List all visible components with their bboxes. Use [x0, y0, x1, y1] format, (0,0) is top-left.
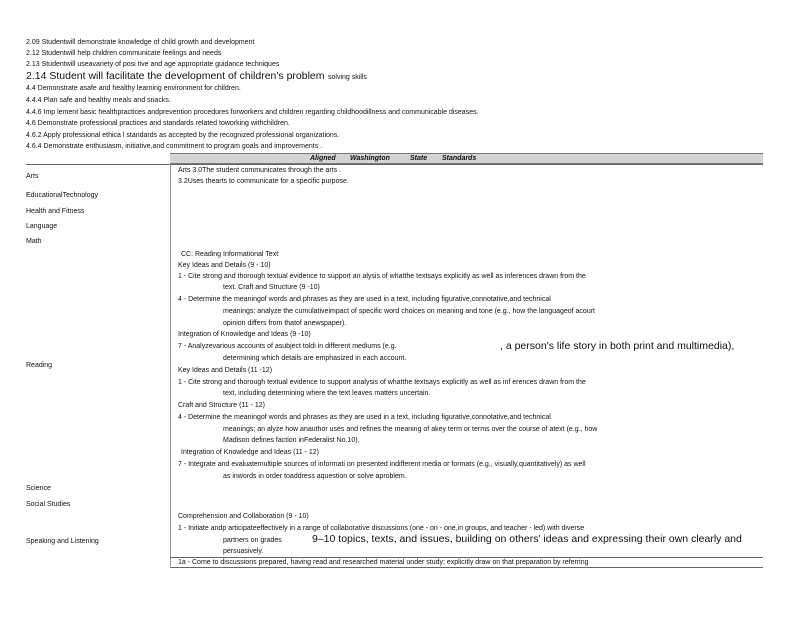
speaking-line-3-tail: 9–10 topics, texts, and issues, building on others' ideas and expressing their own clearly and [312, 533, 742, 545]
standard-2-12: 2.12 Studentwill help children communicate feelings and needs [26, 50, 222, 57]
reading-line-8: Integration of Knowledge and Ideas (9 -10) [178, 331, 311, 338]
standard-4-4: 4.4 Demonstrate asafe and healthy learning environment for children. [26, 85, 241, 92]
subject-reading: Reading [26, 362, 53, 369]
reading-line-15: 4 - Determine the meaningof words and phrases as they are used in a text, including figurative,connotative,and technical [178, 414, 551, 421]
reading-line-20: as inwords in order toaddress aquestion or solve aproblem. [223, 473, 407, 480]
reading-line-1: CC: Reading Informational Text [181, 251, 279, 258]
reading-line-3: 1 - Cite strong and thorough textual evidence to support an alysis of whatthe textsays explicitly as well as inferences drawn from the [178, 273, 586, 280]
standard-2-14: 2.14 Student will facilitate the development of children's problem [26, 70, 325, 82]
reading-line-18: Integration of Knowledge and Ideas (11 - 12) [181, 449, 320, 456]
reading-line-9: 7 - Analyzevarious accounts of asubject toldi in different mediums (e.g. [178, 343, 397, 350]
arts-line-2: 3.2Uses thearts to communicate for a specific purpose. [178, 178, 349, 185]
aligned-header-word-3: State [410, 155, 428, 162]
subject-educational-technology: EducationalTechnology [26, 192, 98, 199]
reading-line-12: 1 - Cite strong and thorough textual evidence to support analysis of whatthe textsays explicitly as well as inf erences drawn from the [178, 379, 586, 386]
subject-arts: Arts [26, 173, 39, 180]
column-divider [170, 164, 171, 566]
standard-4-6-4: 4.6.4 Demonstrate enthusiasm, initiative,and commitment to program goals and improvements . [26, 143, 323, 150]
reading-line-16: meanings; an alyze how anauthor uses and refines the meaning of akey term or terms over the course of atext (e.g., how [223, 426, 598, 433]
speaking-line-4: persuasively. [223, 548, 264, 555]
subject-health-fitness: Health and Fitness [26, 208, 85, 215]
reading-line-13: text, including determining where the text leaves matters uncertain. [223, 390, 431, 397]
speaking-line-2: 1 - Initiate andp articipateeffectively in a range of collaborative discussions (one - on - one,in groups, and teacher - led) with diverse [178, 525, 585, 532]
standard-4-6: 4.6 Demonstrate professional practices and standards related toworking withchildren. [26, 120, 290, 127]
subject-social-studies: Social Studies [26, 501, 71, 508]
standard-2-13: 2.13 Studentwill useavariety of posi tive and age appropriate guidance techniques [26, 61, 280, 68]
reading-line-2: Key Ideas and Details (9 - 10) [178, 262, 271, 269]
aligned-header-word-1: Aligned [310, 155, 336, 162]
standard-4-4-4: 4.4.4 Plan safe and healthy meals and snacks. [26, 97, 171, 104]
subject-speaking-listening: Speaking and Listening [26, 538, 99, 545]
speaking-line-1: Comprehension and Collaboration (9 - 10) [178, 513, 309, 520]
reading-line-7: opinion differs from thatof anewspaper). [223, 320, 347, 327]
reading-line-11: Key Ideas and Details (11 -12) [178, 367, 273, 374]
reading-line-6: meanings; analyze the cumulativeimpact of specific word choices on meaning and tone (e.g., how the languageof acourt [223, 308, 595, 315]
subject-science: Science [26, 485, 51, 492]
aligned-header-word-4: Standards [442, 155, 477, 162]
reading-line-4: text. Craft and Structure (9 -10) [223, 284, 320, 291]
reading-line-5: 4 - Determine the meaningof words and phrases as they are used in a text, including figurative,connotative,and technical [178, 296, 551, 303]
table-top-rule [26, 164, 763, 165]
subject-language: Language [26, 223, 58, 230]
subject-math: Math [26, 238, 42, 245]
reading-line-10: determining which details are emphasized in each account. [223, 355, 407, 362]
speaking-line-3: partners on grades [223, 537, 282, 544]
aligned-header-word-2: Washington [350, 155, 390, 162]
reading-line-19: 7 - Integrate and evaluatemultiple sources of informati on presented indifferent media or formats (e.g., visually,quantitatively) as well [178, 461, 586, 468]
table-bottom-rule [170, 567, 763, 568]
standard-4-4-6: 4.4.6 Imp lement basic healthpractices andprevention procedures forworkers and children regarding childhoodillness and communicable diseases. [26, 109, 479, 116]
speaking-line-5: 1a - Come to discussions prepared, having read and researched material under study; explicitly draw on that preparation by referring [178, 559, 589, 566]
reading-line-14: Craft and Structure (11 - 12) [178, 402, 266, 409]
aligned-standards-header [170, 153, 763, 164]
standard-2-09: 2.09 Studentwill demonstrate knowledge of child growth and development [26, 39, 255, 46]
reading-line-17: Madison defines faction inFederalist No.10). [223, 437, 360, 444]
standard-4-6-2: 4.6.2 Apply professional ethica l standards as accepted by the recognized professional organizations. [26, 132, 340, 139]
standard-2-14-tail: solving skills [328, 74, 367, 81]
reading-line-9-tail: , a person's life story in both print and multimedia), [500, 340, 735, 352]
arts-line-1: Arts 3.0The student communicates through the arts . [178, 167, 342, 174]
